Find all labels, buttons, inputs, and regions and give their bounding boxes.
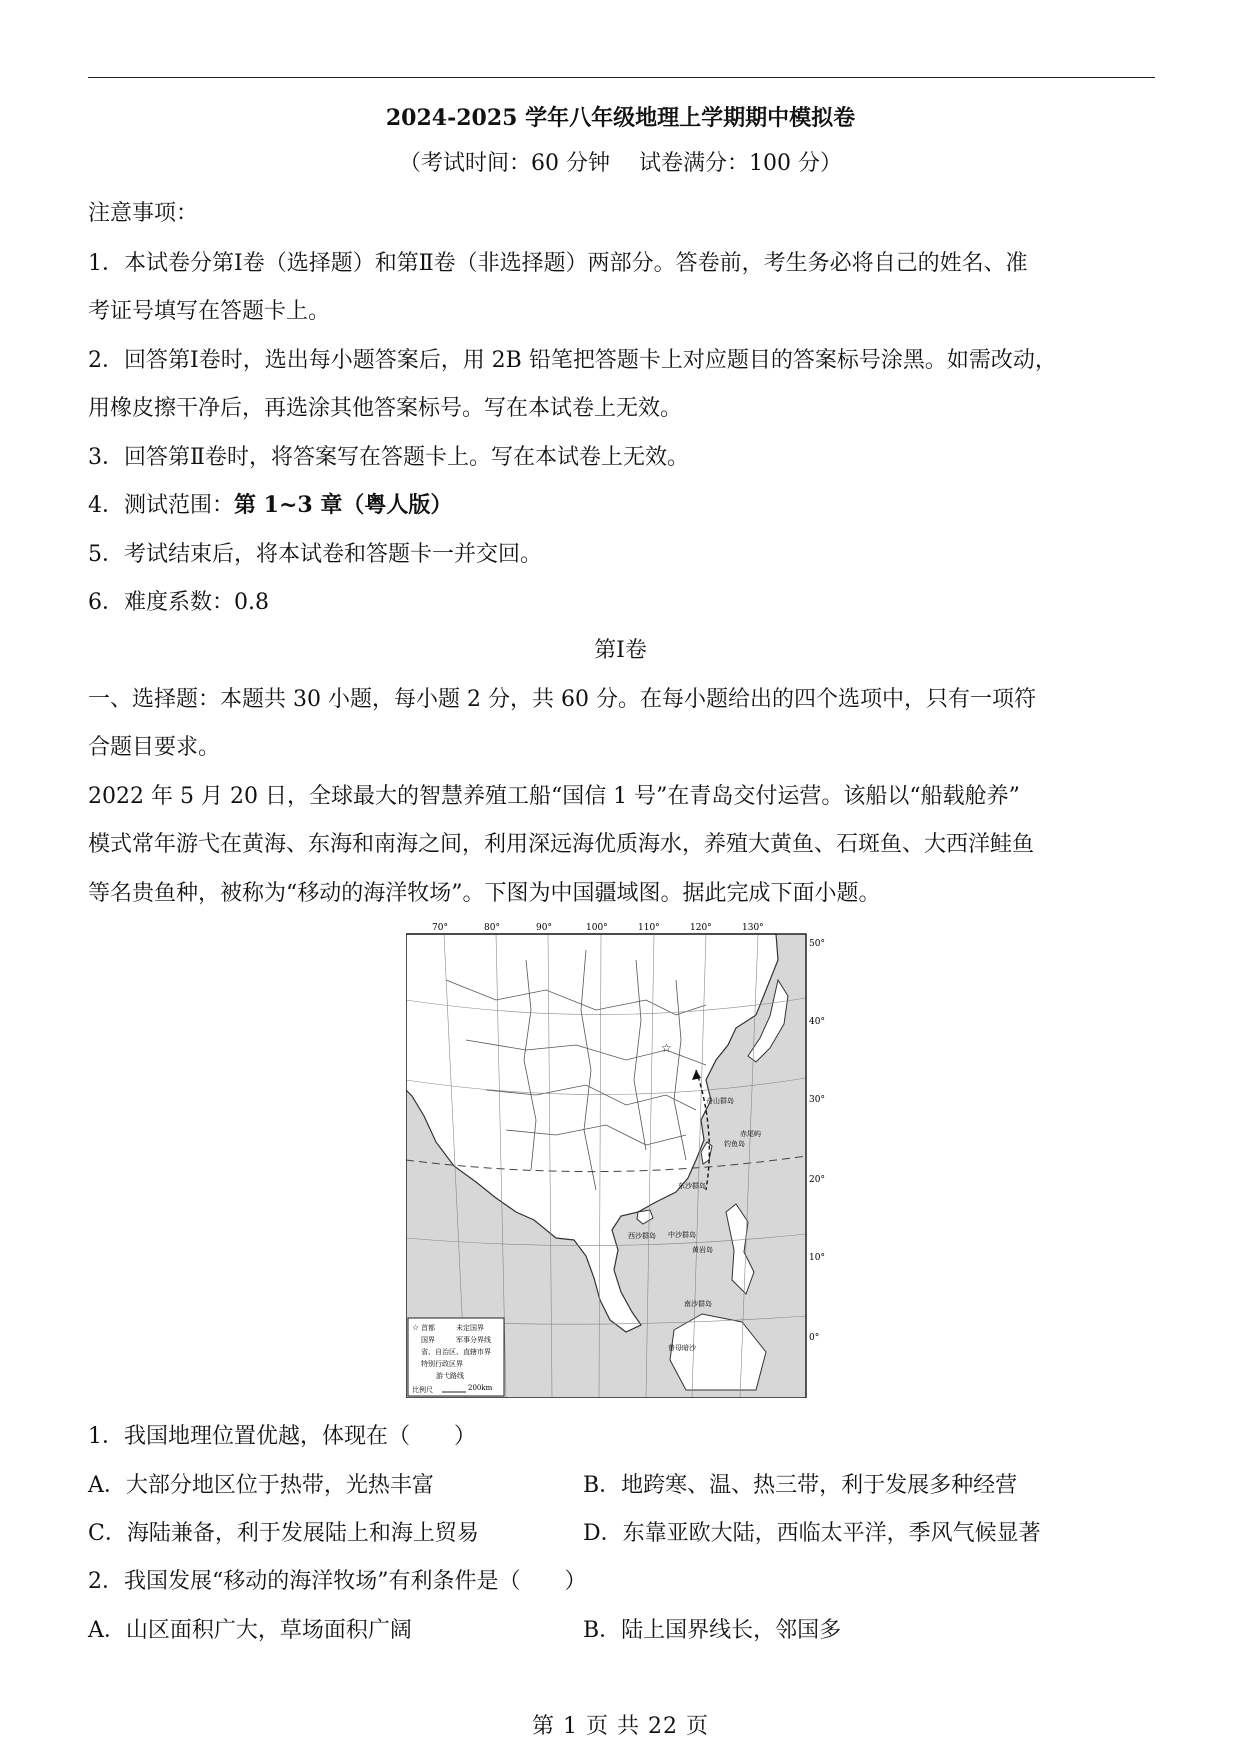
- legend-scale-label: 比例尺: [412, 1386, 433, 1394]
- section-intro-line-1: 一、选择题：本题共 30 小题，每小题 2 分，共 60 分。在每小题给出的四个选项中，只有一项符: [88, 687, 1036, 712]
- section-label: 第Ⅰ卷: [594, 638, 647, 663]
- place-huangyan: 黄岩岛: [692, 1246, 713, 1254]
- legend-province: 省、自治区、直辖市界: [421, 1348, 491, 1356]
- passage-line-3: 等名贵鱼种，被称为“移动的海洋牧场”。下图为中国疆域图。据此完成下面小题。: [88, 881, 881, 906]
- legend-military: 军事分界线: [456, 1336, 491, 1344]
- china-territory-map: [406, 920, 826, 1398]
- place-chiwei: 赤尾屿: [740, 1130, 761, 1138]
- q2-option-a[interactable]: A．山区面积广大，草场面积广阔: [88, 1618, 412, 1643]
- top-rule: [88, 77, 1155, 78]
- note-2-line-2: 用橡皮擦干净后，再选涂其他答案标号。写在本试卷上无效。: [88, 396, 683, 421]
- note-5: 5．考试结束后，将本试卷和答题卡一并交回。: [88, 542, 542, 567]
- legend-capital-icon: ☆: [412, 1323, 420, 1332]
- q1-stem: 1．我国地理位置优越，体现在（ ）: [88, 1424, 476, 1449]
- map-legend: [408, 1318, 504, 1396]
- place-diaoyu: 钓鱼岛: [724, 1140, 745, 1148]
- note-1-line-2: 考证号填写在答题卡上。: [88, 299, 331, 324]
- legend-national: 国界: [421, 1336, 435, 1344]
- lon-label: 120°: [690, 923, 712, 933]
- place-dongsha: 东沙群岛: [678, 1182, 706, 1190]
- note-4-prefix: 4．测试范围：: [88, 493, 234, 518]
- place-nansha: 南沙群岛: [684, 1300, 712, 1308]
- passage-line-2: 模式常年游弋在黄海、东海和南海之间，利用深远海优质海水，养殖大黄鱼、石斑鱼、大西洋鲑鱼: [88, 832, 1035, 857]
- lon-label: 80°: [484, 923, 500, 933]
- note-6: 6．难度系数：0.8: [88, 590, 269, 615]
- exam-subtitle: （考试时间：60 分钟 试卷满分：100 分）: [399, 151, 842, 176]
- section-intro-line-2: 合题目要求。: [88, 735, 221, 760]
- q2-option-b[interactable]: B．陆上国界线长，邻国多: [583, 1618, 842, 1643]
- q1-option-b[interactable]: B．地跨寒、温、热三带，利于发展多种经营: [583, 1473, 1018, 1498]
- q1-option-a[interactable]: A．大部分地区位于热带，光热丰富: [88, 1473, 434, 1498]
- place-zhoushan: 舟山群岛: [706, 1097, 734, 1105]
- note-1-line-1: 1．本试卷分第Ⅰ卷（选择题）和第Ⅱ卷（非选择题）两部分。答卷前，考生务必将自己的姓名、准: [88, 251, 1028, 276]
- page-footer: 第 1 页 共 22 页: [532, 1714, 709, 1739]
- note-2-line-1: 2．回答第Ⅰ卷时，选出每小题答案后，用 2B 铅笔把答题卡上对应题目的答案标号涂黑。如需改动，: [88, 348, 1057, 373]
- notes-heading: 注意事项：: [88, 201, 199, 226]
- lat-label: 0°: [809, 1333, 820, 1343]
- lon-label: 110°: [638, 923, 660, 933]
- q2-stem: 2．我国发展“移动的海洋牧场”有利条件是（ ）: [88, 1569, 587, 1594]
- legend-capital: 首都: [421, 1324, 435, 1332]
- lon-label: 100°: [586, 923, 608, 933]
- place-zhongsha: 中沙群岛: [668, 1231, 696, 1239]
- exam-title: 2024-2025 学年八年级地理上学期期中模拟卷: [385, 105, 856, 131]
- lon-label: 130°: [742, 923, 764, 933]
- legend-scale-value: 200km: [468, 1384, 493, 1392]
- lat-label: 30°: [809, 1095, 825, 1105]
- q1-option-d[interactable]: D．东靠亚欧大陆，西临太平洋，季风气候显著: [583, 1521, 1041, 1546]
- lon-label: 70°: [432, 923, 448, 933]
- q1-option-c[interactable]: C．海陆兼备，利于发展陆上和海上贸易: [88, 1521, 479, 1546]
- lat-label: 10°: [809, 1253, 825, 1263]
- legend-undetermined: 未定国界: [456, 1324, 484, 1332]
- legend-sar: 特别行政区界: [421, 1360, 463, 1368]
- note-3: 3．回答第Ⅱ卷时，将答案写在答题卡上。写在本试卷上无效。: [88, 445, 689, 470]
- lat-label: 50°: [809, 939, 825, 949]
- note-4-scope: 第 1~3 章（粤人版）: [234, 492, 453, 518]
- lon-label: 90°: [536, 923, 552, 933]
- place-xisha: 西沙群岛: [628, 1232, 656, 1240]
- capital-star-icon: ☆: [661, 1041, 672, 1055]
- legend-route: 游弋路线: [436, 1372, 464, 1380]
- lat-label: 20°: [809, 1175, 825, 1185]
- passage-line-1: 2022 年 5 月 20 日，全球最大的智慧养殖工船“国信 1 号”在青岛交付运营。该船以“船载舱养”: [88, 784, 1020, 809]
- note-4: [88, 488, 452, 519]
- lat-label: 40°: [809, 1017, 825, 1027]
- place-zengmu: 曾母暗沙: [668, 1344, 696, 1352]
